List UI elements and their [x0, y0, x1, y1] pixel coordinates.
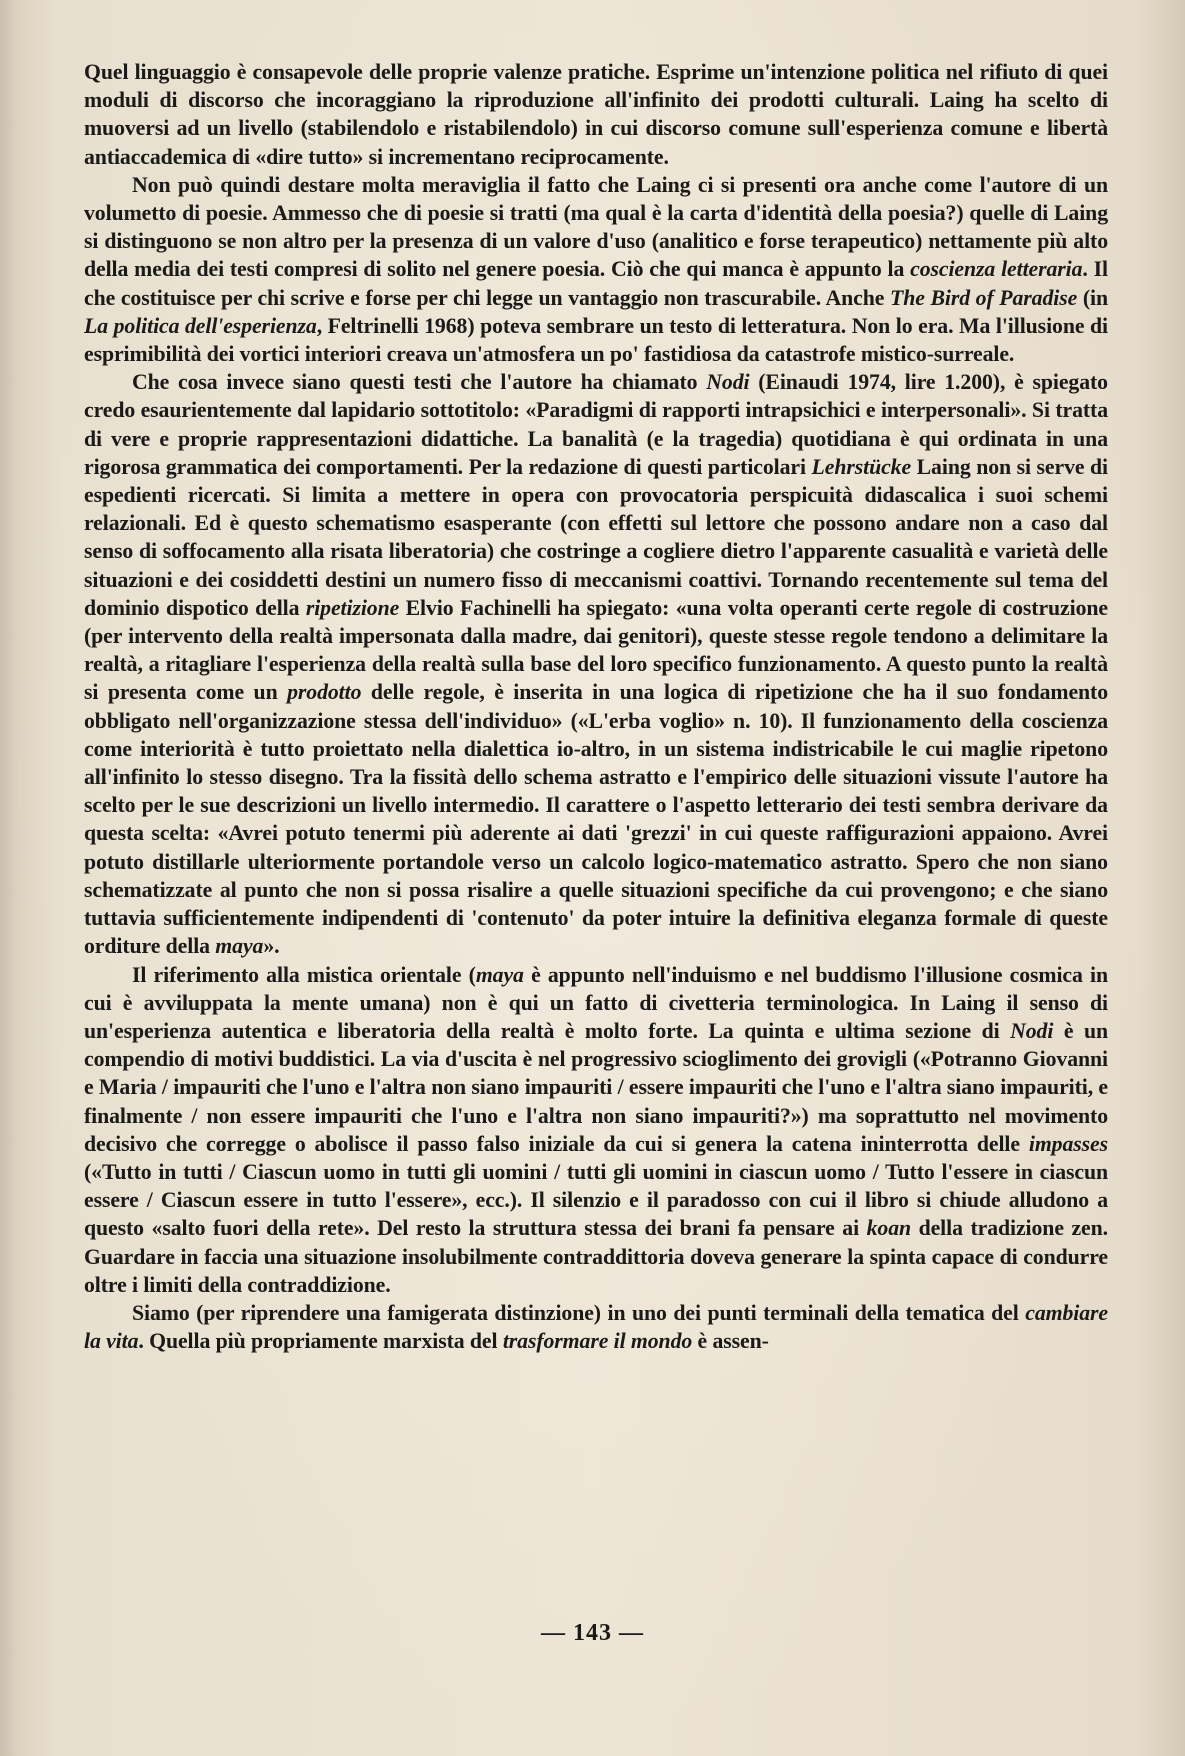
italic-text: prodotto	[287, 680, 362, 705]
text-run: (Einaudi 1974, lire 1.200), è spiegato credo esaurientemente dal lapidario sottotitolo: «Paradigmi di rapporti intrapsichici e interpersonali». Si tratta di vere e proprie rappresentazioni didattiche. La banalità (e la tragedia) quotidiana è qui ordinata in una rigorosa grammatica dei comportamenti. Per la redazione di questi particolari	[84, 370, 1108, 479]
italic-text: maya	[475, 962, 524, 987]
italic-text: ripetizione	[305, 595, 400, 620]
text-run: Laing non si serve di espedienti ricercati. Si limita a mettere in opera con provocatoria perspicuità didascalica i suoi schemi relazionali. Ed è questo schematismo esasperante (con effetti sul lettore che possono andare non a caso dal senso di soffocamento alla risata liberatoria) che costringe a cogliere dietro l'apparente casualità e varietà delle situazioni e dei cosiddetti destini un numero fisso di meccanismi coattivi. Tornando recentemente sul tema del dominio dispotico della	[84, 454, 1108, 620]
text-run: . Il che costituisce per chi scrive e forse per chi legge un vantaggio non trascurabile. Anche	[84, 257, 1108, 310]
text-run: (in	[1077, 285, 1108, 310]
italic-text: coscienza letteraria	[910, 257, 1083, 282]
italic-text: Nodi	[706, 370, 750, 395]
text-run: è assen-	[692, 1329, 769, 1354]
paragraph	[84, 58, 1108, 171]
text-run: Non può quindi destare molta meraviglia il fatto che Laing ci si presenti ora anche come l'autore di un volumetto di poesie. Ammesso che di poesie si tratti (ma qual è la carta d'identità della poesia?) quelle di Laing si distinguono se non altro per la presenza di un valore d'uso (analitico e forse terapeutico) nettamente più alto della media dei testi compresi di solito nel genere poesia. Ciò che qui manca è appunto la	[84, 172, 1108, 282]
text-run: Siamo (per riprendere una famigerata distinzione) in uno dei punti terminali della tematica del	[132, 1300, 1026, 1325]
text-run: Elvio Fachinelli ha spiegato: «una volta operanti certe regole di costruzione (per intervento della realtà impersonata dalla madre, dai genitori), queste stesse regole tendono a delimitare la realtà, a ritagliare l'esperienza della realtà sulla base del loro specifico funzionamento. A questo punto la realtà si presenta come un	[84, 595, 1108, 705]
italic-text: cambiare la vita	[84, 1300, 1108, 1354]
italic-text: trasformare il mondo	[502, 1329, 693, 1354]
text-run: Il riferimento alla mistica orientale (	[132, 962, 476, 987]
text-run: Quel linguaggio è consapevole delle proprie valenze pratiche. Esprime un'intenzione politica nel rifiuto di quei moduli di discorso che incoraggiano la riproduzione all'infinito dei prodotti culturali. Laing ha scelto di muoversi ad un livello (stabilendolo e ristabilendolo) in cui discorso comune sull'esperienza comune e libertà antiaccademica di «dire tutto» si incrementano reciprocamente.	[84, 60, 1108, 169]
text-run: della tradizione zen. Guardare in faccia una situazione insolubilmente contraddittoria doveva generare la spinta capace di condurre oltre i limiti della contraddizione.	[84, 1216, 1108, 1297]
text-run: . Quella più propriamente marxista del	[138, 1329, 503, 1354]
text-run: , Feltrinelli 1968) poteva sembrare un testo di letteratura. Non lo era. Ma l'illusione di esprimibilità dei vortici interiori creava un'atmosfera un po' fastidiosa da catastrofe mistico-surreale.	[84, 313, 1108, 367]
paragraph	[84, 961, 1108, 1299]
text-run: delle regole, è inserita in una logica di ripetizione che ha il suo fondamento obbligato nell'organizzazione stessa dell'individuo» («L'erba voglio» n. 10). Il funzionamento della coscienza come interiorità è tutto proiettato nella dialettica io-altro, in un sistema indistricabile le cui maglie ripetono all'infinito lo stesso disegno. Tra la fissità dello schema astratto e l'empirico delle situazioni vissute l'autore ha scelto per le sue descrizioni un livello intermedio. Il carattere o l'aspetto letterario dei testi sembra derivare da questa scelta: «Avrei potuto tenermi più aderente ai dati 'grezzi' in cui queste raffigurazioni appaiono. Avrei potuto distillarle ulteriormente portandole verso un calcolo logico-matematico astratto. Spero che non siano schematizzate al punto che non si possa risalire a quelle situazioni specifiche da cui provengono; e che siano tuttavia sufficientemente indipendenti di 'contenuto' da poter intuire la definitiva eleganza formale di queste orditure della	[84, 680, 1109, 959]
paragraph	[84, 171, 1108, 368]
italic-text: La politica dell'esperienza	[84, 313, 317, 338]
text-run: («Tutto in tutti / Ciascun uomo in tutti gli uomini / tutti gli uomini in ciascun uomo / Tutto l'essere in ciascun essere / Ciascun essere in tutto l'essere», ecc.). Il silenzio e il paradosso con cui il libro si chiude alludono a questo «salto fuori della rete». Del resto la struttura stessa dei brani fa pensare ai	[84, 1159, 1108, 1241]
page-number: — 143 —	[541, 1620, 644, 1646]
italic-text: Lehrstücke	[811, 454, 912, 479]
text-run: ».	[263, 934, 280, 959]
body-text	[84, 58, 1108, 1355]
italic-text: koan	[866, 1216, 912, 1241]
paragraph	[84, 368, 1108, 960]
italic-text: maya	[215, 934, 264, 959]
text-run: Che cosa invece siano questi testi che l'autore ha chiamato	[132, 370, 707, 395]
text-run: è appunto nell'induismo e nel buddismo l'illusione cosmica in cui è avviluppata la mente umana) non è qui un fatto di civetteria terminologica. In Laing il senso di un'esperienza autentica e liberatoria della realtà è molto forte. La quinta e ultima sezione di	[84, 962, 1108, 1043]
italic-text: Nodi	[1010, 1018, 1054, 1043]
text-run: è un compendio di motivi buddistici. La via d'uscita è nel progressivo scioglimento dei grovigli («Potranno Giovanni e Maria / impauriti che l'uno e l'altra non siano impauriti / essere impauriti che l'uno e l'altra siano impauriti, e finalmente / non essere impauriti che l'uno e l'altra non siano impauriti?») ma soprattutto nel movimento decisivo che corregge o abolisce il passo falso iniziale da cui si genera la catena ininterrotta delle	[84, 1018, 1108, 1156]
paragraph	[84, 1299, 1108, 1355]
italic-text: The Bird of Paradise	[889, 285, 1078, 310]
italic-text: impasses	[1028, 1131, 1108, 1156]
